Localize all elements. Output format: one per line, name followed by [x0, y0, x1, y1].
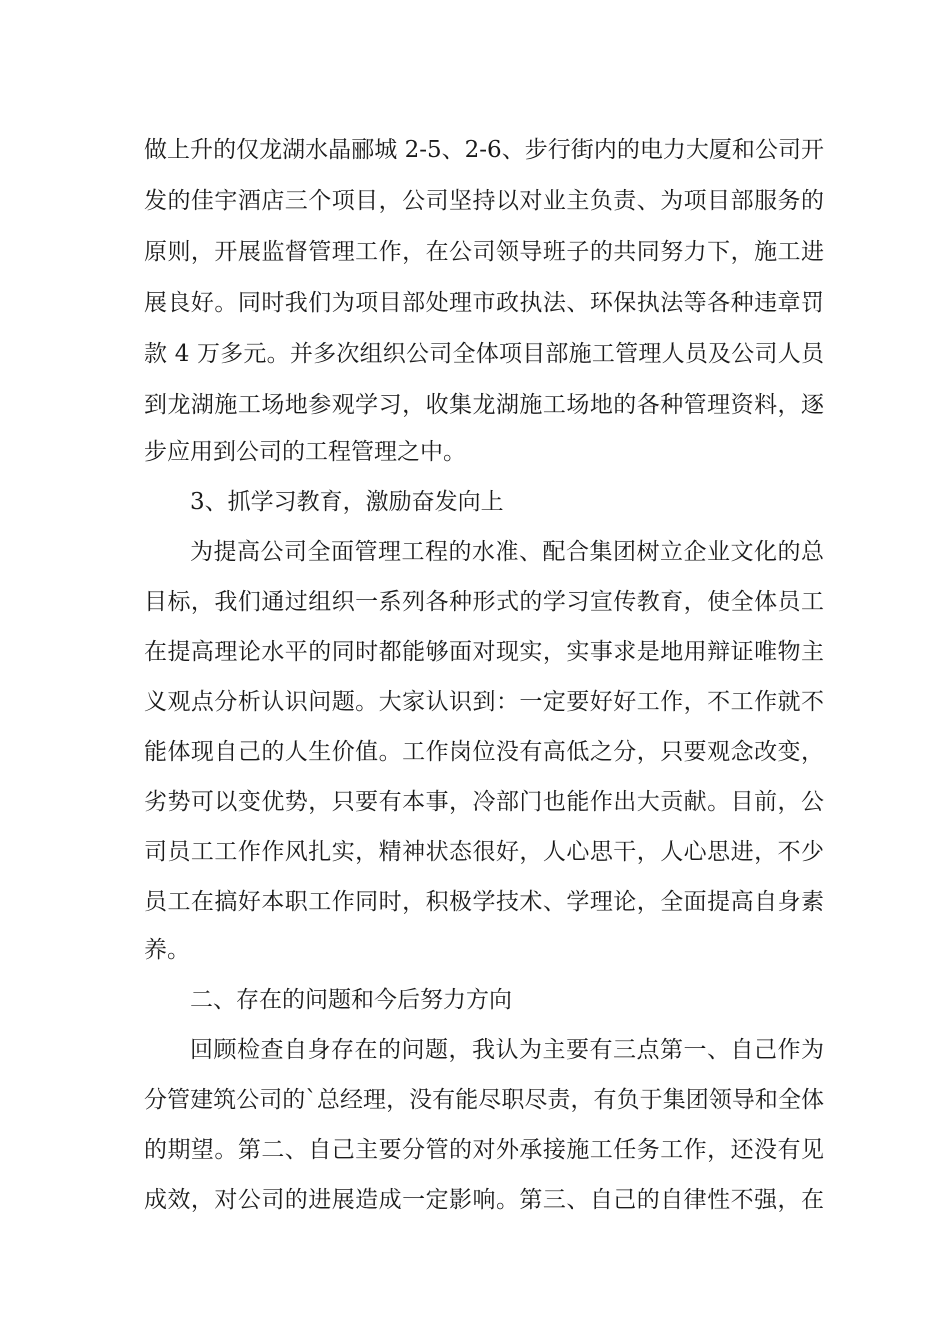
- body-text-line: 为提高公司全面管理工程的水准、配合集团树立企业文化的总: [190, 539, 824, 565]
- section-heading: 二、存在的问题和今后努力方向: [190, 987, 512, 1013]
- body-text-line: 目标，我们通过组织一系列各种形式的学习宣传教育，使全体员工: [144, 589, 824, 615]
- section-heading: 3、抓学习教育，激励奋发向上: [190, 489, 504, 515]
- body-text-line: 展良好。同时我们为项目部处理市政执法、环保执法等各种违章罚: [144, 290, 824, 316]
- body-text-line: 到龙湖施工场地参观学习，收集龙湖施工场地的各种管理资料，逐: [144, 392, 824, 418]
- body-text-line: 做上升的仅龙湖水晶郦城 2-5、2-6、步行街内的电力大厦和公司开: [144, 137, 824, 163]
- body-text-line: 司员工工作作风扎实，精神状态很好，人心思干，人心思进，不少: [144, 839, 824, 865]
- body-text-line: 原则，开展监督管理工作，在公司领导班子的共同努力下，施工进: [144, 239, 824, 265]
- body-text-line: 在提高理论水平的同时都能够面对现实，实事求是地用辩证唯物主: [144, 639, 824, 665]
- body-text-line: 养。: [144, 937, 190, 963]
- body-text-line: 成效，对公司的进展造成一定影响。第三、自己的自律性不强，在: [144, 1187, 824, 1213]
- body-text-line: 回顾检查自身存在的问题，我认为主要有三点第一、自己作为: [190, 1037, 824, 1063]
- body-text-line: 款 4 万多元。并多次组织公司全体项目部施工管理人员及公司人员: [144, 341, 824, 367]
- body-text-line: 能体现自己的人生价值。工作岗位没有高低之分，只要观念改变，: [144, 739, 824, 765]
- body-text-line: 劣势可以变优势，只要有本事，冷部门也能作出大贡献。目前，公: [144, 789, 824, 815]
- body-text-line: 员工在搞好本职工作同时，积极学技术、学理论，全面提高自身素: [144, 889, 824, 915]
- body-text-line: 的期望。第二、自己主要分管的对外承接施工任务工作，还没有见: [144, 1137, 824, 1163]
- body-text-line: 发的佳宇酒店三个项目，公司坚持以对业主负责、为项目部服务的: [144, 188, 824, 214]
- body-text-line: 步应用到公司的工程管理之中。: [144, 439, 466, 465]
- body-text-line: 分管建筑公司的`总经理，没有能尽职尽责，有负于集团领导和全体: [144, 1087, 824, 1113]
- body-text-line: 义观点分析认识问题。大家认识到：一定要好好工作，不工作就不: [144, 689, 824, 715]
